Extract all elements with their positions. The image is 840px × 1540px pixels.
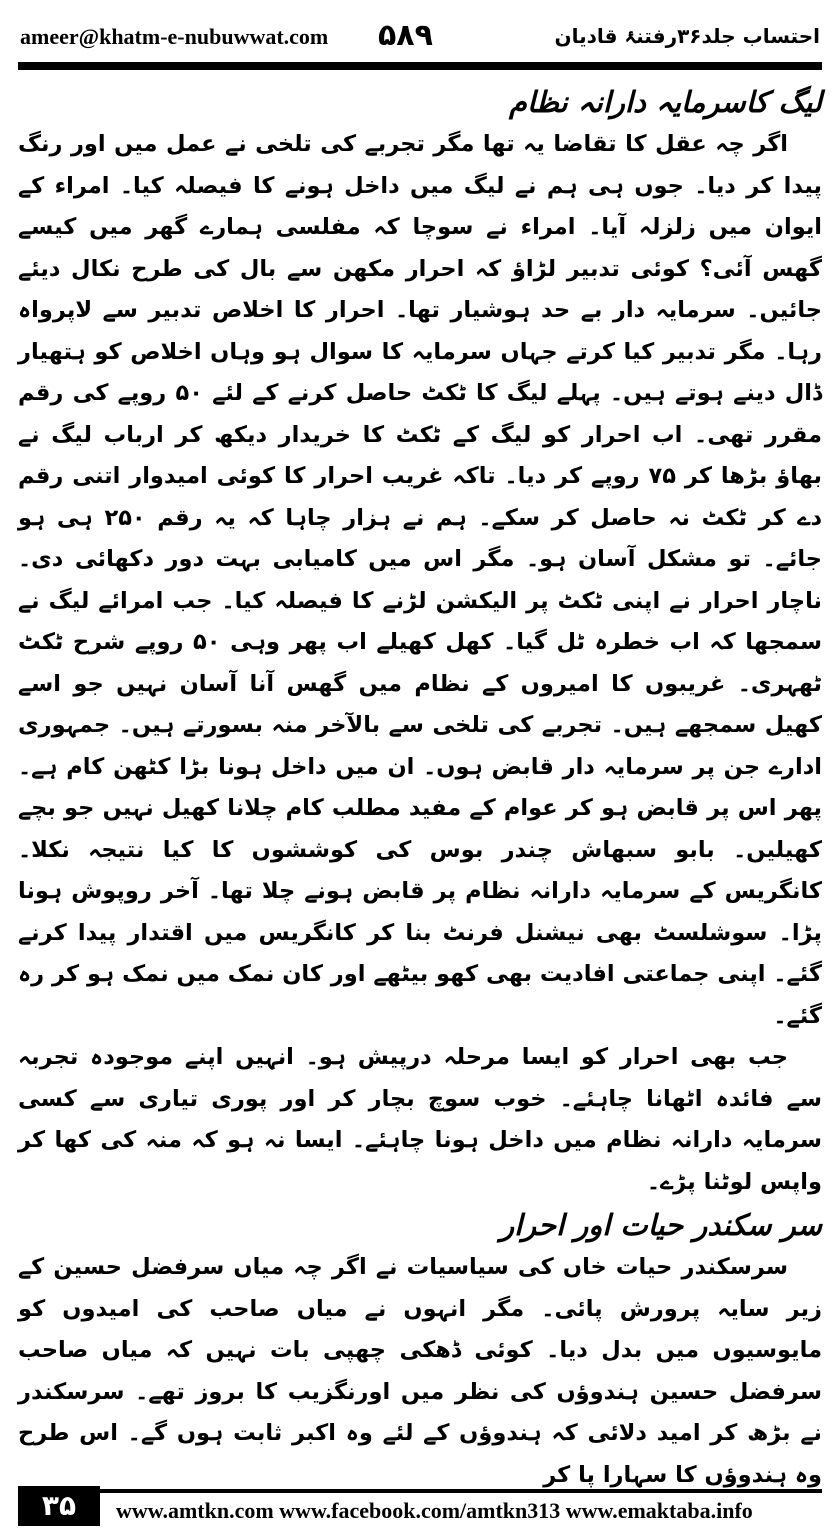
- paragraph: جب بھی احرار کو ایسا مرحلہ درپیش ہو۔ انہیں اپنے موجودہ تجربہ سے فائدہ اٹھانا چاہئے۔ خوب سوچ بچار کر اور پوری تیاری سے کسی سرمایہ دارانہ نظام میں داخل ہونا چاہئے۔ ایسا نہ ہو کہ منہ کی کھا کر واپس لوٹنا پڑے۔: [18, 1044, 822, 1195]
- header-page-number: ۵۸۹: [378, 18, 433, 53]
- paragraph: اگر چہ عقل کا تقاضا یہ تھا مگر تجربے کی تلخی نے عمل میں اور رنگ پیدا کر دیا۔ جوں ہی ہم نے لیگ میں داخل ہونے کا فیصلہ کیا۔ امراء کے ایوان میں زلزلہ آیا۔ امراء نے سوچا کہ مفلسی ہمارے گھر میں کیسے گھس آئی؟ کوئی تدبیر لڑاؤ کہ احرار مکھن سے بال کی طرح نکال دیئے جائیں۔ سرمایہ دار بے حد ہوشیار تھا۔ احرار کا اخلاص تدبیر سے لاپرواہ رہا۔ مگر تدبیر کیا کرتے جہاں سرمایہ کا سوال ہو وہاں اخلاص کو ہتھیار ڈال دینے ہوتے ہیں۔ پہلے لیگ کا ٹکٹ حاصل کرنے کے لئے ۵۰ روپے کی رقم مقرر تھی۔ اب احرار کو لیگ کے ٹکٹ کا خریدار دیکھ کر ارباب لیگ نے بھاؤ بڑھا کر ۷۵ روپے کر دیا۔ تاکہ غریب احرار کا کوئی امیدوار اتنی رقم دے کر ٹکٹ نہ حاصل کر سکے۔ ہم نے ہزار چاہا کہ یہ رقم ۲۵۰ ہی ہو جائے۔ تو مشکل آسان ہو۔ مگر اس میں کامیابی بہت دور دکھائی دی۔ ناچار احرار نے اپنی ٹکٹ پر الیکشن لڑنے کا فیصلہ کیا۔ جب امرائے لیگ نے سمجھا کہ اب خطرہ ٹل گیا۔ کھل کھیلے اب پھر وہی ۵۰ روپے شرح ٹکٹ ٹھہری۔ غریبوں کا امیروں کے نظام میں گھس آنا آسان نہیں جو اسے کھیل سمجھے ہیں۔ تجربے کی تلخی سے بالآخر منہ بسورتے ہیں۔ جمہوری ادارے جن پر سرمایہ دار قابض ہوں۔ ان میں داخل ہونا بڑا کٹھن کام ہے۔ پھر اس پر قابض ہو کر عوام کے مفید مطلب کام چلانا کھیل نہیں جو بچے کھیلیں۔ بابو سبھاش چندر بوس کی کوششوں کا کیا نتیجہ نکلا۔ کانگریس کے سرمایہ دارانہ نظام پر قابض ہونے چلا تھا۔ آخر روپوش ہونا پڑا۔ سوشلسٹ بھی نیشنل فرنٹ بنا کر کانگریس میں اقتدار پیدا کرنے گئے۔ اپنی جماعتی افادیت بھی کھو بیٹھے اور کان نمک میں نمک ہو کر رہ گئے۔: [18, 131, 823, 1029]
- header-rule: [18, 62, 822, 70]
- page-body: [18, 80, 822, 1496]
- paragraph: سرسکندر حیات خاں کی سیاسیات نے اگر چہ میاں سرفضل حسین کے زیر سایہ پرورش پائی۔ مگر انہوں نے میاں صاحب کی امیدوں کو مایوسیوں میں بدل دیا۔ کوئی ڈھکی چھپی بات نہیں کہ میاں صاحب سرفضل حسین ہندوؤں کی نظر میں اورنگزیب کا بروز تھے۔ سرسکندر نے بڑھ کر امید دلائی کہ ہندوؤں کے لئے وہ اکبر ثابت ہوں گے۔ اس طرح وہ ہندوؤں کا سہارا پا کر: [18, 1254, 822, 1488]
- running-head: احتساب جلد۳۶رفتنۂ قادیان: [554, 24, 820, 48]
- section-heading-league: لیگ کاسرمایہ دارانہ نظام: [509, 85, 822, 119]
- page-header: [18, 18, 822, 58]
- footer-urls: www.amtkn.com www.facebook.com/amtkn313 www.emaktaba.info: [116, 1498, 753, 1523]
- section-heading-sikandar: سر سکندر حیات اور احرار: [500, 1208, 822, 1242]
- footer-page-number: ۳۵: [18, 1486, 100, 1526]
- footer-rule: [100, 1489, 822, 1493]
- header-email: ameer@khatm-e-nubuwwat.com: [20, 24, 329, 49]
